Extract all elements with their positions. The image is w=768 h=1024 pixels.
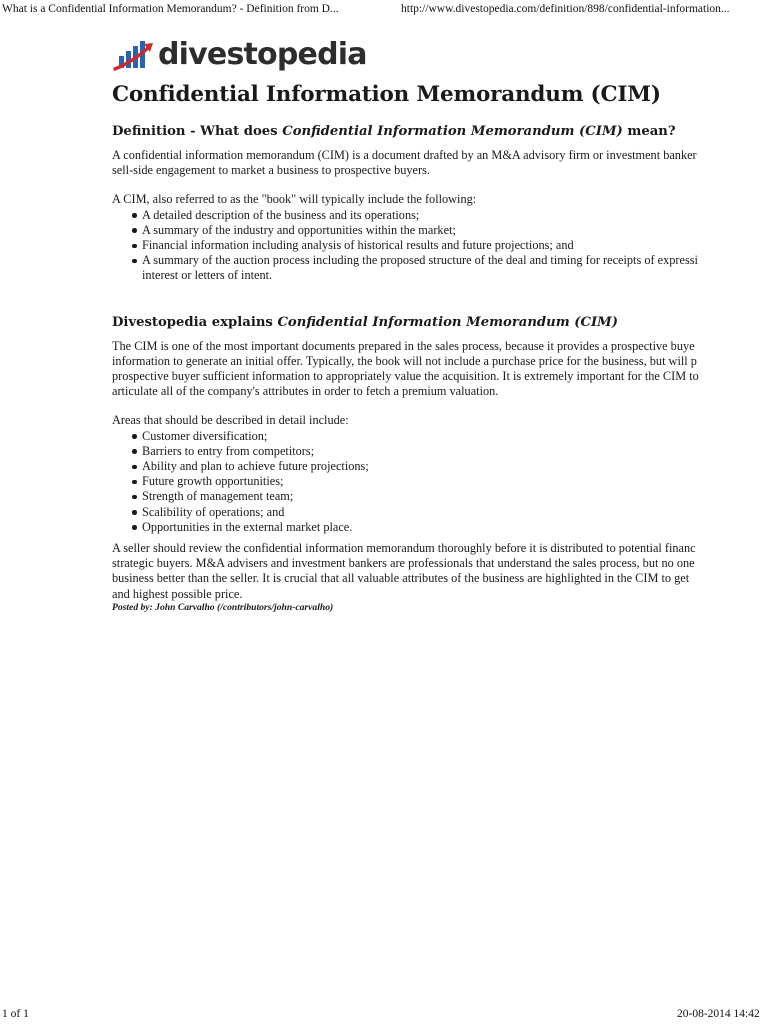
list-item: Customer diversification;	[112, 429, 768, 444]
bar-chart-logo-icon	[113, 38, 155, 72]
explains-paragraph-2: A seller should review the confidential information memorandum thoroughly before it is distributed to potential financ strategic buyers. M&A advisers and investment bankers are professionals that understand the sales process, but no one business better than the seller. It is crucial that all valuable attributes of the business are highlighted in the CIM to get and highest possible price.	[112, 541, 696, 601]
posted-by-link[interactable]: Posted by: John Carvalho (/contributors/john-carvalho)	[112, 601, 334, 613]
article	[112, 80, 768, 614]
page-number: 1 of 1	[2, 1008, 29, 1020]
explains-heading: Divestopedia explains Confidential Information Memorandum (CIM)	[112, 314, 619, 330]
explains-paragraph-1: The CIM is one of the most important documents prepared in the sales process, because it provides a prospective buye information to generate an initial offer. Typically, the book will not include a purchase price for the business, but will p prospective buyer sufficient information to appropriately value the acquisition. It is extremely important for the CIM to articulate all of the company's attributes in order to fetch a premium valuation.	[112, 338, 699, 399]
list-item: Financial information including analysis of historical results and future projections; and	[112, 238, 768, 253]
definition-list	[112, 208, 768, 284]
list-item: Barriers to entry from competitors;	[112, 444, 768, 459]
print-header	[2, 3, 766, 17]
list-item: Scalibility of operations; and	[112, 505, 768, 520]
list-item: A detailed description of the business and its operations;	[112, 208, 768, 223]
list-item: Ability and plan to achieve future projections;	[112, 459, 768, 474]
definition-paragraph: A confidential information memorandum (CIM) is a document drafted by an M&A advisory firm or investment banker sell-side engagement to market a business to prospective buyers.	[112, 148, 697, 178]
list-item: A summary of the industry and opportunities within the market;	[112, 223, 768, 238]
logo-wordmark: divestopedia	[158, 37, 367, 72]
explains-list	[112, 429, 768, 535]
definition-list-intro: A CIM, also referred to as the "book" will typically include the following:	[112, 192, 477, 207]
print-datetime: 20-08-2014 14:42	[677, 1008, 760, 1020]
divestopedia-logo[interactable]	[113, 37, 367, 73]
print-header-url: http://www.divestopedia.com/definition/898/confidential-information...	[401, 3, 730, 15]
list-item: Strength of management team;	[112, 489, 768, 504]
list-item: Opportunities in the external market place.	[112, 520, 768, 535]
print-footer	[2, 1008, 766, 1022]
list-item: A summary of the auction process including the proposed structure of the deal and timing for receipts of expressi interest or letters of intent.	[112, 253, 768, 283]
print-header-title: What is a Confidential Information Memorandum? - Definition from D...	[2, 3, 339, 15]
list-item: Future growth opportunities;	[112, 474, 768, 489]
page-title: Confidential Information Memorandum (CIM)	[112, 82, 661, 107]
definition-heading: Definition - What does Confidential Information Memorandum (CIM) mean?	[112, 124, 676, 139]
explains-list-intro: Areas that should be described in detail include:	[112, 413, 349, 428]
